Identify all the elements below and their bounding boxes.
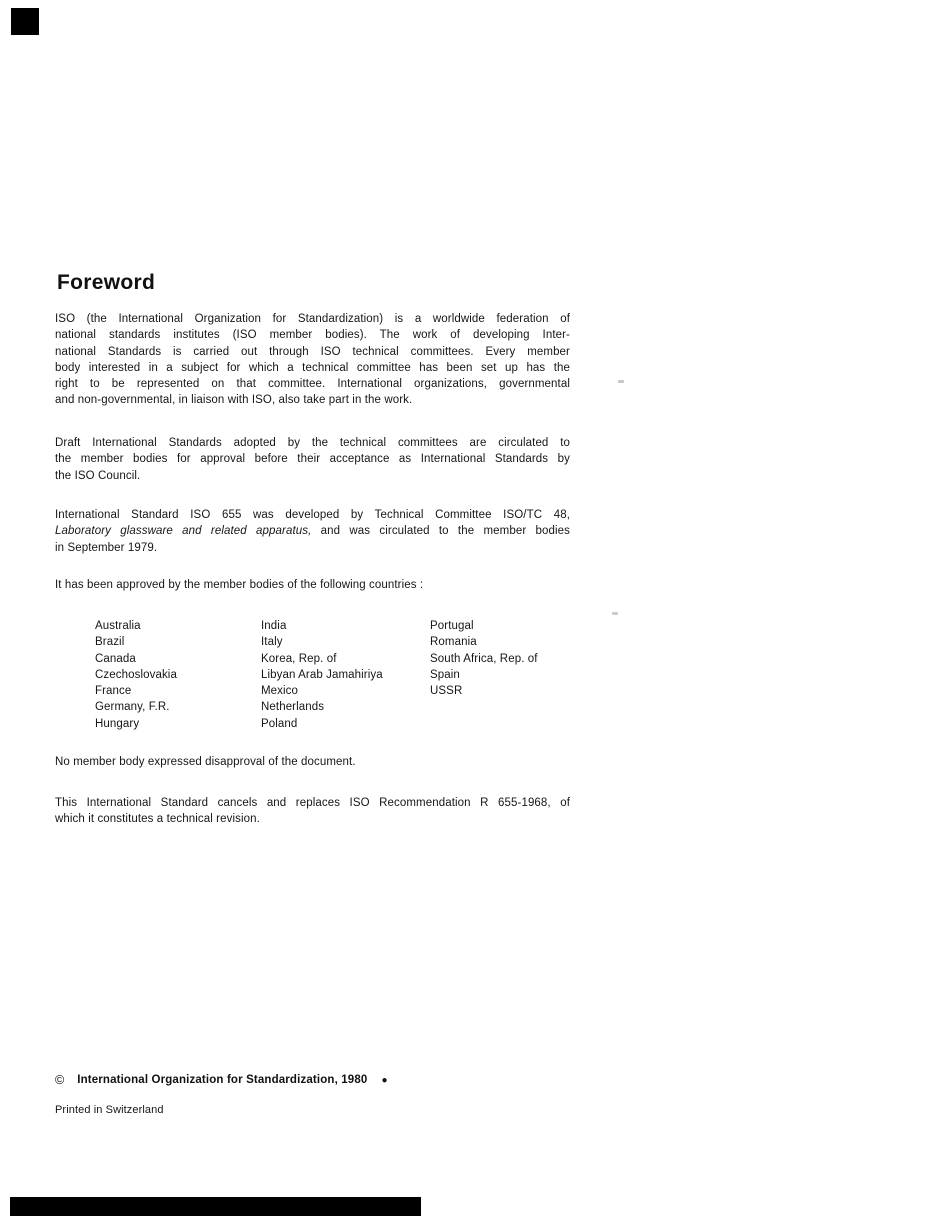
paragraph-line: national standards institutes (ISO member bodies). The work of developing Inter- — [55, 329, 570, 342]
paragraph-draft-standards — [55, 435, 570, 484]
paragraph-line: International Standard ISO 655 was developed by Technical Committee ISO/TC 48, — [55, 509, 570, 521]
paragraph-line: Draft International Standards adopted by the technical committees are circulated to — [55, 437, 570, 449]
paragraph-line: right to be represented on that committee. International organizations, governmental — [55, 378, 570, 391]
paragraph-line — [55, 523, 570, 539]
paragraph-line-rest: and was circulated to the member bodies — [311, 525, 570, 538]
paragraph-no-disapproval: No member body expressed disapproval of the document. — [55, 756, 356, 768]
paragraph-line: body interested in a subject for which a technical committee has been set up has the — [55, 361, 570, 374]
scan-artifact-bottom-bar — [10, 1197, 421, 1216]
paragraph-line: This International Standard cancels and replaces ISO Recommendation R 655-1968, of — [55, 797, 570, 809]
country-item: Mexico — [261, 685, 299, 698]
paragraph-iso-655 — [55, 507, 570, 556]
paragraph-line: in September 1979. — [55, 541, 158, 554]
country-item: India — [261, 620, 287, 632]
countries-column-3 — [430, 618, 538, 699]
copyright-line — [55, 1073, 388, 1087]
country-item: Portugal — [430, 620, 474, 632]
country-item: Spain — [430, 668, 460, 681]
scan-speck-right-lower — [612, 612, 618, 615]
italic-standard-title: Laboratory glassware and related apparatus, — [55, 525, 312, 538]
country-item: Italy — [261, 636, 283, 649]
country-item: Poland — [261, 717, 298, 730]
country-item: France — [95, 685, 132, 698]
paragraph-line: the ISO Council. — [55, 469, 141, 482]
page-title: Foreword — [57, 271, 156, 294]
approval-intro-line: It has been approved by the member bodies of the following countries : — [55, 579, 424, 591]
country-item: Canada — [95, 652, 136, 665]
countries-column-1 — [95, 618, 177, 732]
paragraph-line: the member bodies for approval before their acceptance as International Standards by — [55, 453, 570, 466]
printed-in-note: Printed in Switzerland — [55, 1104, 164, 1116]
country-item: Czechoslovakia — [95, 668, 177, 681]
country-item: Libyan Arab Jamahiriya — [261, 668, 383, 681]
country-item: Hungary — [95, 717, 140, 730]
paragraph-cancels-replaces — [55, 795, 570, 828]
paragraph-line: and non-governmental, in liaison with ISO, also take part in the work. — [55, 394, 413, 407]
paragraph-iso-intro — [55, 311, 570, 409]
paragraph-line: ISO (the International Organization for Standardization) is a worldwide federation of — [55, 313, 570, 325]
scan-artifact-top-left-box — [11, 8, 39, 35]
country-item: Brazil — [95, 636, 125, 649]
country-item: Romania — [430, 636, 477, 649]
country-item: South Africa, Rep. of — [430, 652, 538, 665]
bullet-icon: ● — [381, 1074, 388, 1086]
countries-column-2 — [261, 618, 383, 732]
country-item: USSR — [430, 685, 463, 698]
country-item: Australia — [95, 620, 141, 632]
paragraph-line: which it constitutes a technical revision. — [55, 813, 260, 826]
country-item: Korea, Rep. of — [261, 652, 337, 665]
copyright-text: International Organization for Standardization, 1980 — [77, 1074, 368, 1086]
country-item: Germany, F.R. — [95, 701, 170, 714]
country-item: Netherlands — [261, 701, 325, 714]
copyright-icon: © — [55, 1073, 65, 1087]
scan-speck-right-upper — [618, 380, 624, 383]
paragraph-line: national Standards is carried out through ISO technical committees. Every member — [55, 345, 570, 358]
